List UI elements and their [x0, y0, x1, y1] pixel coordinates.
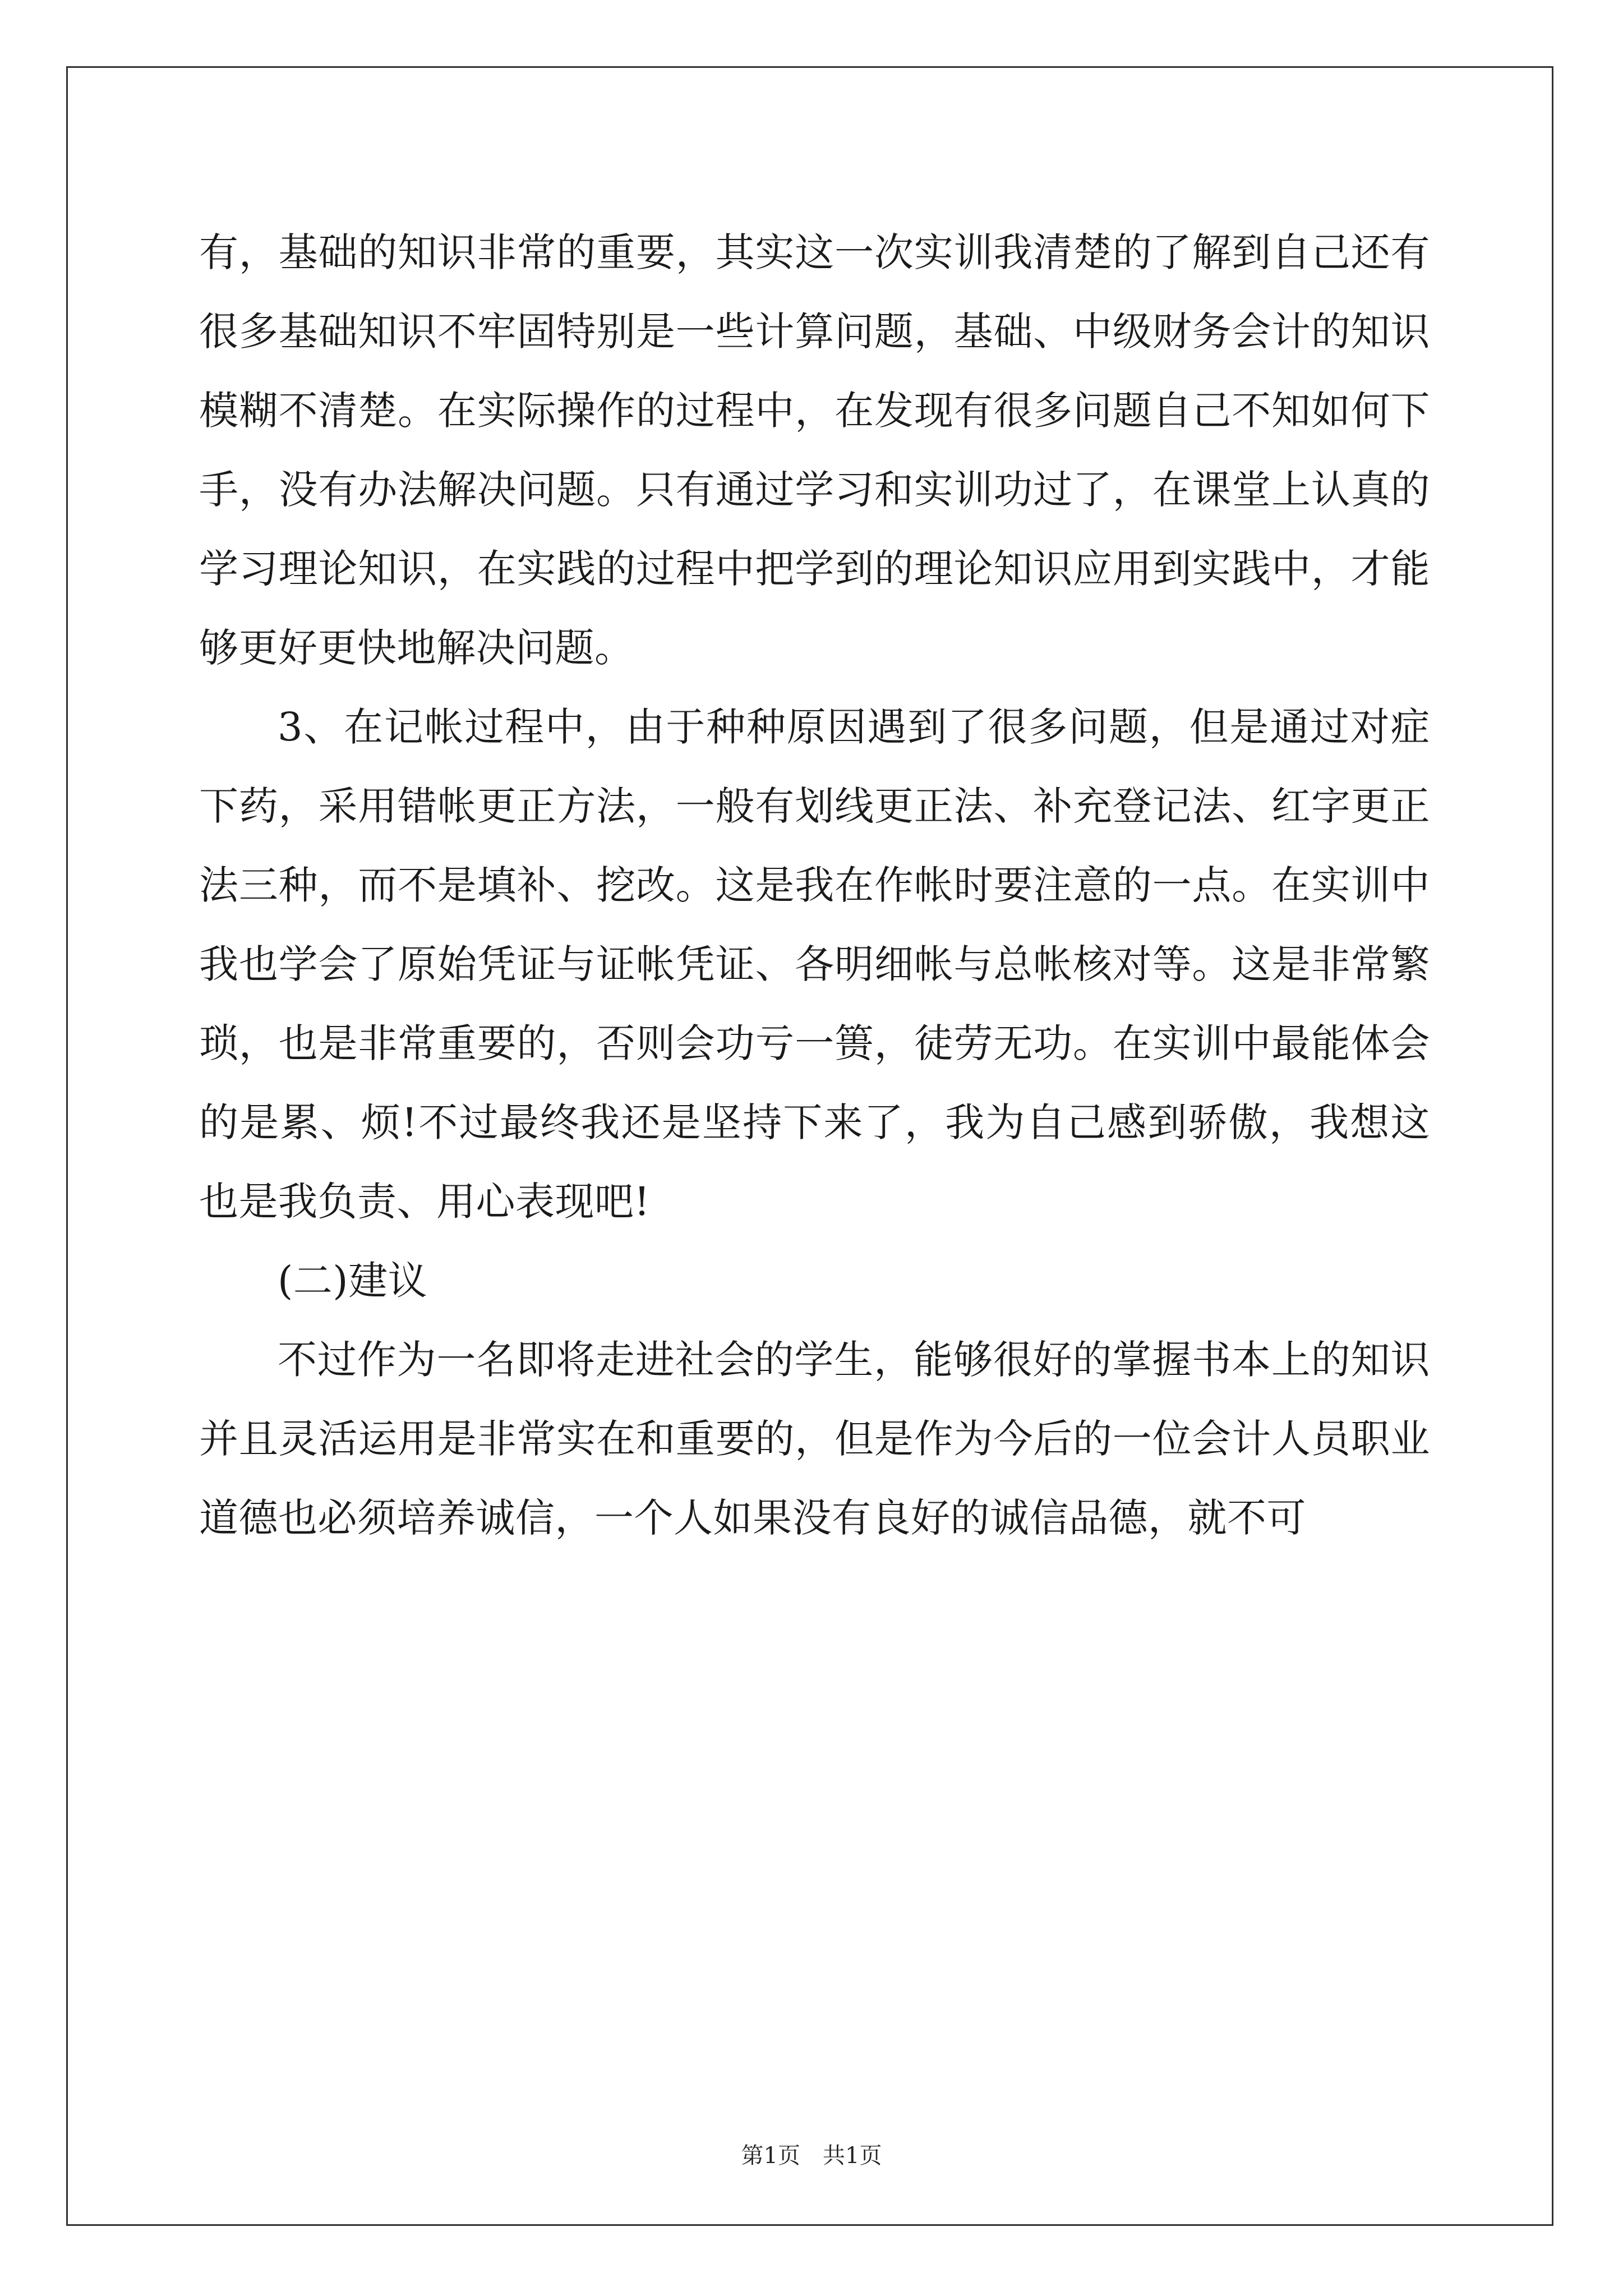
section-heading-suggestions: (二)建议: [278, 1258, 428, 1304]
document-body: [199, 213, 1430, 1558]
paragraph-item-3: 3、在记帐过程中，由于种种原因遇到了很多问题，但是通过对症下药，采用错帐更正方法，一般有划线更正法、补充登记法、红字更正法三种，而不是填补、挖改。这是我在作帐时要注意的一点。在实训中我也学会了原始凭证与证帐凭证、各明细帐与总帐核对等。这是非常繁琐，也是非常重要的，否则会功亏一篑，徒劳无功。在实训中最能体会的是累、烦!不过最终我还是坚持下来了，我为自己感到骄傲，我想这也是我负责、用心表现吧!: [199, 704, 1430, 1225]
paragraph-suggestion: 不过作为一名即将走进社会的学生，能够很好的掌握书本上的知识并且灵活运用是非常实在和重要的，但是作为今后的一位会计人员职业道德也必须培养诚信，一个人如果没有良好的诚信品德，就不可: [199, 1337, 1430, 1541]
page-number-footer: 第1页 共1页: [741, 2143, 882, 2169]
paragraph-continuation: 有，基础的知识非常的重要，其实这一次实训我清楚的了解到自己还有很多基础知识不牢固特别是一些计算问题，基础、中级财务会计的知识模糊不清楚。在实际操作的过程中，在发现有很多问题自己不知如何下手，没有办法解决问题。只有通过学习和实训功过了，在课堂上认真的学习理论知识，在实践的过程中把学到的理论知识应用到实践中，才能够更好更快地解决问题。: [199, 229, 1430, 671]
